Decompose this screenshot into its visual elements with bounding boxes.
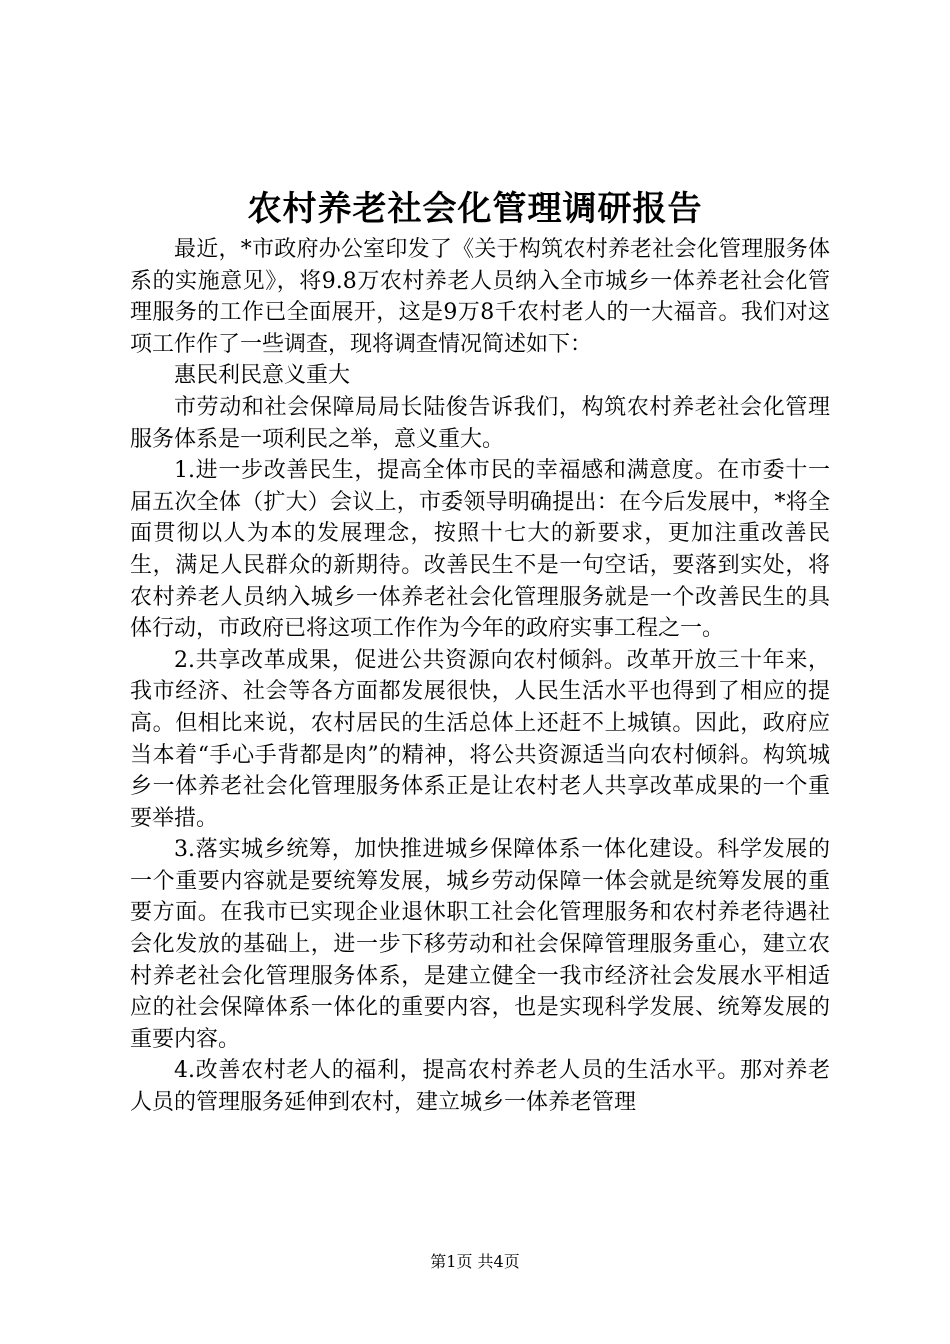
paragraph-intro: 最近，*市政府办公室印发了《关于构筑农村养老社会化管理服务体系的实施意见》，将9.8万农村养老人员纳入全市城乡一体养老社会化管理服务的工作已全面展开，这是9万8千农村老人的一大福音。我们对这项工作作了一些调查，现将调查情况简述如下： — [130, 237, 830, 357]
paragraph-point-4: 4.改善农村老人的福利，提高农村养老人员的生活水平。那对养老人员的管理服务延伸到农村，建立城乡一体养老管理 — [130, 1058, 830, 1116]
paragraph-point-3: 3.落实城乡统筹，加快推进城乡保障体系一体化建设。科学发展的一个重要内容就是要统筹发展，城乡劳动保障一体会就是统筹发展的重要方面。在我市已实现企业退休职工社会化管理服务和农村养老待遇社会化发放的基础上，进一步下移劳动和社会保障管理服务重心，建立农村养老社会化管理服务体系，是建立健全一我市经济社会发展水平相适应的社会保障体系一体化的重要内容，也是实现科学发展、统筹发展的重要内容。 — [130, 837, 830, 1052]
paragraph-point-2: 2.共享改革成果，促进公共资源向农村倾斜。改革开放三十年来，我市经济、社会等各方面都发展很快，人民生活水平也得到了相应的提高。但相比来说，农村居民的生活总体上还赶不上城镇。因此，政府应当本着“手心手背都是肉”的精神，将公共资源适当向农村倾斜。构筑城乡一体养老社会化管理服务体系正是让农村老人共享改革成果的一个重要举措。 — [130, 647, 830, 831]
document-body — [130, 234, 830, 1119]
paragraph-point-1: 1.进一步改善民生，提高全体市民的幸福感和满意度。在市委十一届五次全体（扩大）会议上，市委领导明确提出：在今后发展中，*将全面贯彻以人为本的发展理念，按照十七大的新要求，更加注重改善民生，满足人民群众的新期待。改善民生不是一句空话，要落到实处，将农村养老人员纳入城乡一体养老社会化管理服务就是一个改善民生的具体行动，市政府已将这项工作作为今年的政府实事工程之一。 — [130, 458, 830, 642]
section-heading: 惠民利民意义重大 — [174, 363, 351, 389]
page-footer: 第1页 共4页 — [430, 1252, 520, 1271]
paragraph-quote: 市劳动和社会保障局局长陆俊告诉我们，构筑农村养老社会化管理服务体系是一项利民之举，意义重大。 — [130, 394, 830, 452]
document-title: 农村养老社会化管理调研报告 — [247, 189, 703, 229]
